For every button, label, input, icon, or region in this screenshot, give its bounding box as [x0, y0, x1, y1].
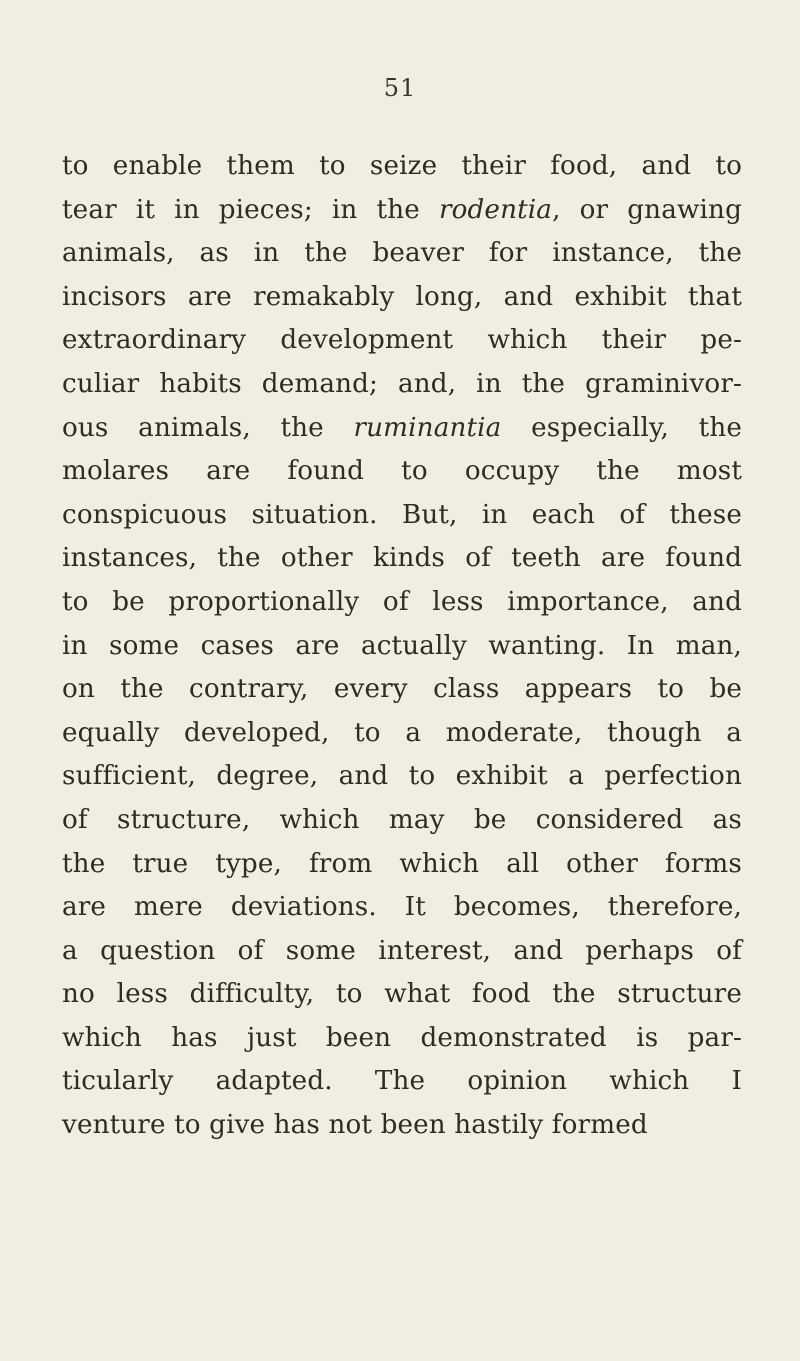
text-run: incisors are remakably long, and exhibit that [62, 281, 742, 312]
text-line [62, 189, 742, 233]
text-run: in some cases are actually wanting. In man, [62, 630, 742, 661]
text-run: of structure, which may be considered as [62, 804, 742, 835]
text-line [62, 668, 742, 712]
text-run: which has just been demonstrated is par- [62, 1022, 742, 1053]
text-run: instances, the other kinds of teeth are found [62, 543, 742, 574]
text-line [62, 581, 742, 625]
text-run: venture to give has not been hastily formed [62, 1110, 648, 1141]
text-line [62, 232, 742, 276]
text-run: no less difficulty, to what food the structure [62, 979, 742, 1010]
text-line [62, 973, 742, 1017]
text-run: to be proportionally of less importance, and [62, 586, 742, 617]
text-line [62, 407, 742, 451]
text-run: extraordinary development which their pe- [62, 325, 742, 356]
text-line [62, 712, 742, 756]
text-run: ous animals, the [62, 412, 354, 443]
text-line [62, 625, 742, 669]
text-line [62, 319, 742, 363]
text-run: a question of some interest, and perhaps of [62, 935, 742, 966]
text-run: equally developed, to a moderate, though a [62, 717, 742, 748]
text-run: conspicuous situation. But, in each of these [62, 499, 742, 530]
text-line [62, 537, 742, 581]
text-line [62, 494, 742, 538]
text-line [62, 843, 742, 887]
text-run: molares are found to occupy the most [62, 456, 742, 487]
body-text [62, 145, 742, 1148]
text-line [62, 1017, 742, 1061]
text-line [62, 1104, 742, 1148]
text-line [62, 145, 742, 189]
italic-term: ruminantia [353, 412, 502, 443]
text-run: to enable them to seize their food, and to [62, 151, 742, 181]
text-run: tear it in pieces; in the [62, 194, 439, 225]
text-line [62, 363, 742, 407]
text-run: are mere deviations. It becomes, therefore, [62, 892, 742, 923]
text-run: ticularly adapted. The opinion which I [62, 1066, 742, 1097]
text-line [62, 450, 742, 494]
text-line [62, 886, 742, 930]
text-run: , or gnawing [552, 194, 742, 225]
text-line [62, 799, 742, 843]
text-run: sufficient, degree, and to exhibit a perfection [62, 761, 742, 792]
text-run: culiar habits demand; and, in the graminivor- [62, 368, 742, 399]
text-run: on the contrary, every class appears to be [62, 674, 742, 705]
text-line [62, 930, 742, 974]
text-line [62, 1060, 742, 1104]
text-run: especially, the [501, 412, 742, 443]
text-line [62, 276, 742, 320]
text-line [62, 755, 742, 799]
page-number: 51 [383, 74, 417, 102]
italic-term: rodentia [438, 194, 553, 225]
text-run: the true type, from which all other forms [62, 848, 742, 879]
text-run: animals, as in the beaver for instance, the [62, 238, 742, 269]
